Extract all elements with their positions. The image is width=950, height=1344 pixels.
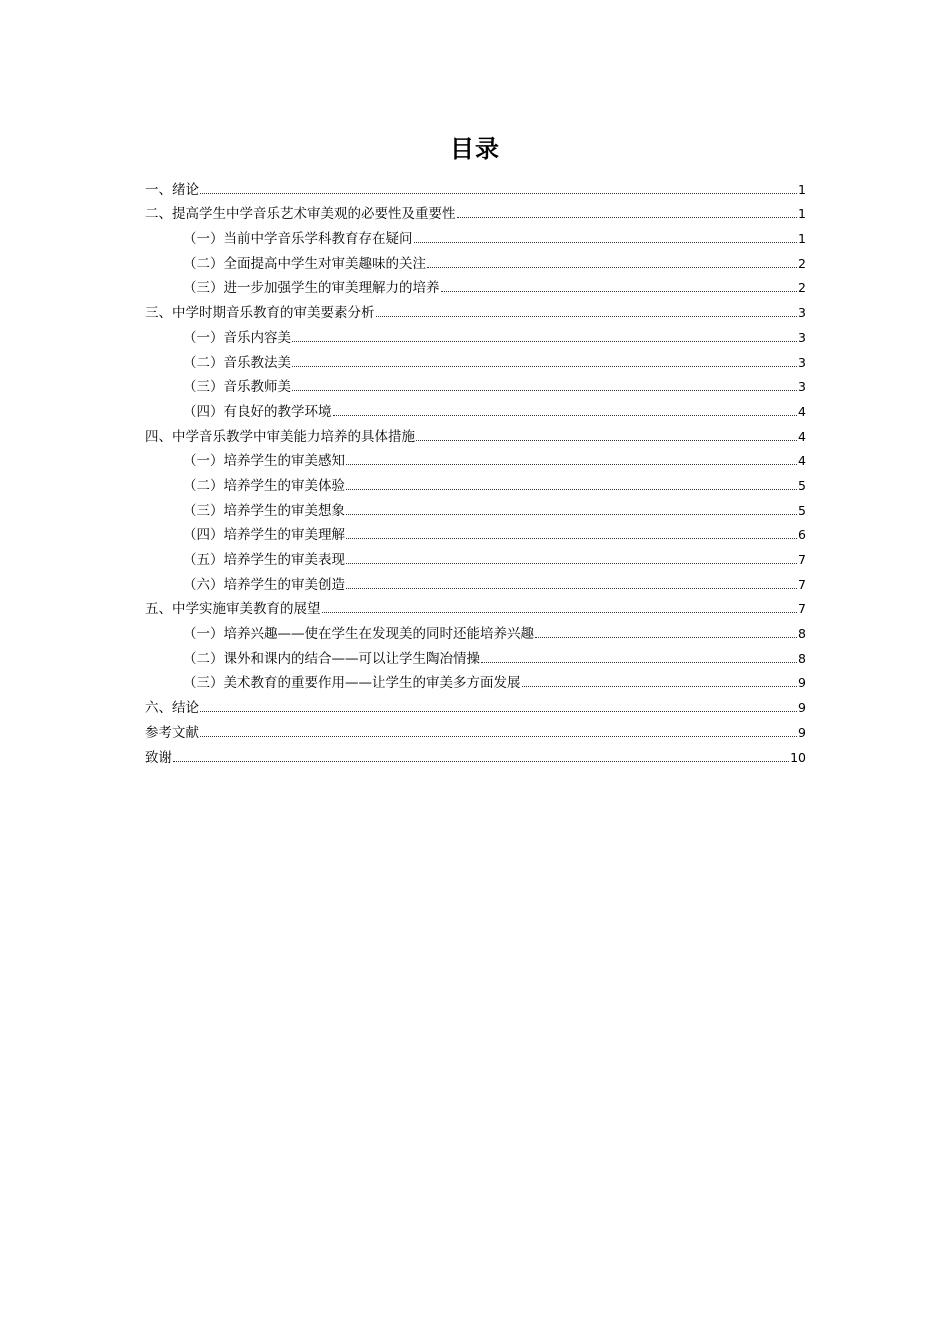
toc-page-number: 4	[798, 403, 806, 419]
toc-entry-title: （三）美术教育的重要作用——让学生的审美多方面发展	[183, 675, 521, 692]
toc-page-number: 2	[798, 255, 806, 271]
toc-dot-leader	[416, 440, 797, 441]
toc-page-number: 9	[798, 675, 806, 691]
toc-page-number: 8	[798, 626, 806, 642]
toc-page-number: 1	[798, 231, 806, 247]
toc-entry-title: （四）培养学生的审美理解	[183, 527, 345, 544]
toc-page-number: 9	[798, 724, 806, 740]
toc-dot-leader	[427, 267, 797, 268]
toc-dot-leader	[481, 662, 797, 663]
toc-entry-title: （三）培养学生的审美想象	[183, 502, 345, 519]
toc-page-number: 5	[798, 502, 806, 518]
toc-page-number: 1	[798, 181, 806, 197]
toc-entry-title: （二）培养学生的审美体验	[183, 477, 345, 494]
toc-page-number: 8	[798, 650, 806, 666]
toc-entry-title: （二）全面提高中学生对审美趣味的关注	[183, 255, 426, 272]
toc-dot-leader	[457, 217, 798, 218]
toc-entry[interactable]	[145, 594, 806, 619]
toc-dot-leader	[376, 316, 798, 317]
toc-entry[interactable]	[145, 569, 806, 594]
toc-page-number: 7	[798, 601, 806, 617]
toc-entry[interactable]	[145, 297, 806, 322]
toc-dot-leader	[322, 612, 798, 613]
toc-entry[interactable]	[145, 742, 806, 767]
toc-entry-title: 致谢	[145, 749, 172, 766]
toc-entry-title: （一）培养兴趣——使在学生在发现美的同时还能培养兴趣	[183, 626, 534, 643]
toc-entry[interactable]	[145, 347, 806, 372]
toc-page-number: 3	[798, 379, 806, 395]
toc-dot-leader	[200, 711, 797, 712]
toc-entry[interactable]	[145, 421, 806, 446]
toc-entry[interactable]	[145, 495, 806, 520]
toc-entry[interactable]	[145, 618, 806, 643]
toc-page-number: 10	[790, 749, 806, 765]
toc-page-number: 7	[798, 552, 806, 567]
toc-dot-leader	[414, 242, 798, 243]
toc-entry-title: 四、中学音乐教学中审美能力培养的具体措施	[145, 428, 415, 445]
toc-entry[interactable]	[145, 520, 806, 545]
toc-entry-title: （六）培养学生的审美创造	[183, 576, 345, 593]
toc-dot-leader	[346, 514, 797, 515]
toc-list	[145, 174, 806, 767]
toc-dot-leader	[346, 563, 797, 564]
toc-entry[interactable]	[145, 199, 806, 224]
toc-page-number: 9	[798, 700, 806, 716]
toc-entry[interactable]	[145, 174, 806, 199]
toc-entry-title: 参考文献	[145, 724, 199, 741]
toc-dot-leader	[292, 390, 797, 391]
toc-dot-leader	[535, 637, 797, 638]
toc-entry-title: 六、结论	[145, 700, 199, 717]
toc-entry[interactable]	[145, 248, 806, 273]
toc-page-number: 6	[798, 527, 806, 543]
toc-entry[interactable]	[145, 668, 806, 693]
toc-entry-title: （一）培养学生的审美感知	[183, 453, 345, 470]
toc-page-number: 4	[798, 453, 806, 469]
toc-dot-leader	[522, 686, 798, 687]
toc-entry-title: 一、绪论	[145, 181, 199, 198]
toc-dot-leader	[333, 415, 798, 416]
toc-entry-title: （二）课外和课内的结合——可以让学生陶冶情操	[183, 650, 480, 667]
toc-dot-leader	[441, 291, 798, 292]
toc-entry-title: 五、中学实施审美教育的展望	[145, 601, 321, 618]
toc-entry[interactable]	[145, 446, 806, 471]
toc-entry[interactable]	[145, 643, 806, 668]
toc-entry[interactable]	[145, 470, 806, 495]
toc-entry[interactable]	[145, 223, 806, 248]
toc-page-number: 7	[798, 576, 806, 592]
toc-entry-title: （四）有良好的教学环境	[183, 403, 332, 420]
toc-dot-leader	[346, 588, 797, 589]
toc-entry-title: （一）音乐内容美	[183, 329, 291, 346]
toc-entry[interactable]	[145, 372, 806, 397]
toc-entry-title: （三）进一步加强学生的审美理解力的培养	[183, 280, 440, 297]
toc-entry[interactable]	[145, 544, 806, 569]
toc-entry-title: 三、中学时期音乐教育的审美要素分析	[145, 305, 375, 322]
toc-entry-title: 二、提高学生中学音乐艺术审美观的必要性及重要性	[145, 206, 456, 223]
toc-entry-title: （五）培养学生的审美表现	[183, 552, 345, 568]
toc-entry[interactable]	[145, 717, 806, 742]
toc-entry[interactable]	[145, 692, 806, 717]
toc-entry-title: （二）音乐教法美	[183, 354, 291, 371]
toc-dot-leader	[292, 341, 797, 342]
toc-page-number: 4	[798, 428, 806, 444]
toc-dot-leader	[173, 761, 789, 762]
toc-dot-leader	[346, 464, 797, 465]
toc-entry[interactable]	[145, 396, 806, 421]
toc-page-number: 3	[798, 354, 806, 370]
toc-page-number: 3	[798, 329, 806, 345]
toc-entry[interactable]	[145, 273, 806, 298]
toc-page-number: 1	[798, 206, 806, 222]
toc-dot-leader	[200, 736, 797, 737]
toc-entry-title: （三）音乐教师美	[183, 379, 291, 396]
toc-dot-leader	[292, 366, 797, 367]
toc-entry[interactable]	[145, 322, 806, 347]
toc-dot-leader	[346, 538, 797, 539]
toc-dot-leader	[200, 193, 797, 194]
toc-page-number: 5	[798, 477, 806, 493]
toc-dot-leader	[346, 489, 797, 490]
toc-entry-title: （一）当前中学音乐学科教育存在疑问	[183, 231, 413, 248]
toc-title: 目录	[450, 135, 500, 163]
toc-page-number: 2	[798, 280, 806, 296]
toc-page-number: 3	[798, 305, 806, 321]
